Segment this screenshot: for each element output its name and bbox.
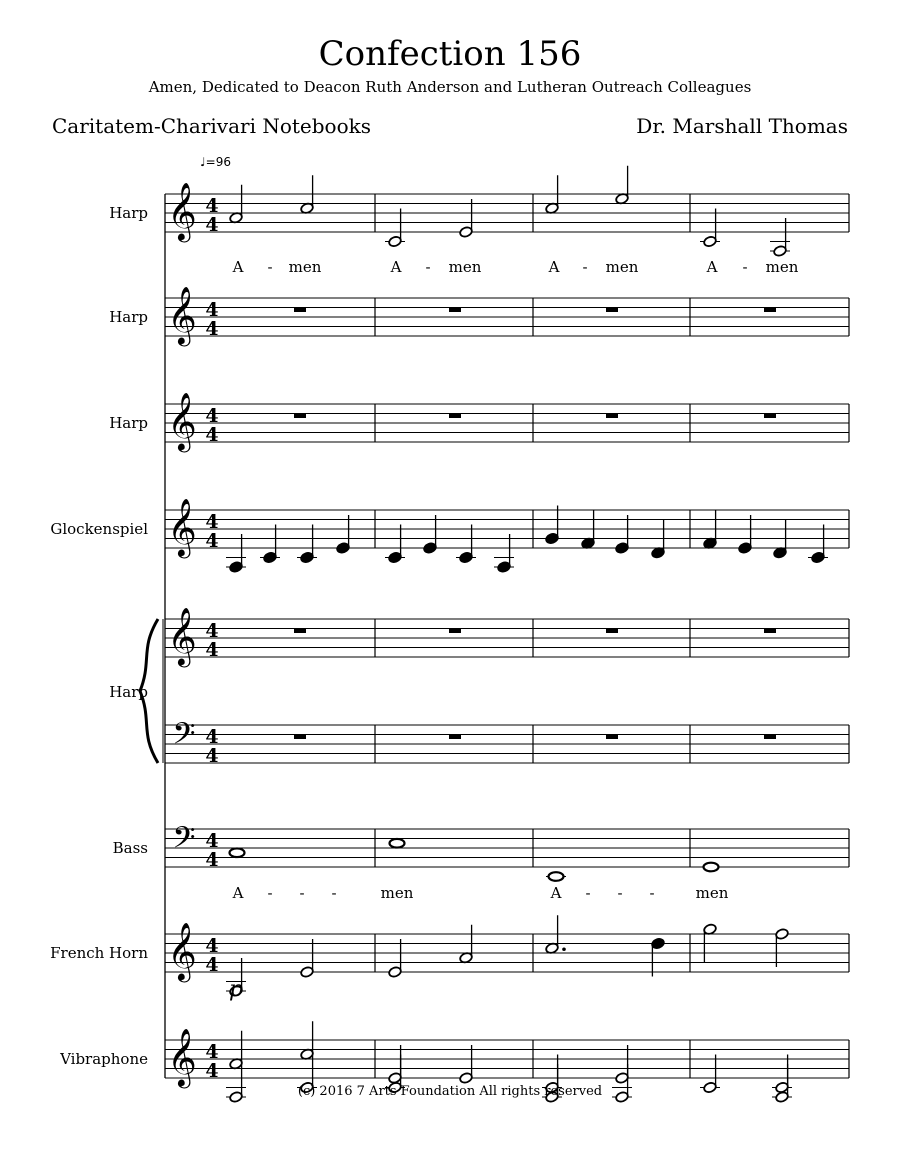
lyric-syllable: men [288, 258, 322, 276]
time-signature-top: 4 [205, 511, 219, 533]
treble-clef-icon: 𝄞 [167, 498, 197, 557]
lyric-syllable: A [548, 258, 560, 276]
lyric-syllable: A [232, 884, 244, 902]
lyric-syllable: - [267, 258, 273, 276]
whole-rest [449, 629, 461, 634]
lyric-syllable: A [232, 258, 244, 276]
whole-rest [606, 735, 618, 740]
instrument-name: Harp [109, 204, 148, 222]
lyric-syllable: A [706, 258, 718, 276]
lyric-syllable: - [617, 884, 623, 902]
lyric-syllable: - [649, 884, 655, 902]
whole-rest [606, 414, 618, 419]
bass-clef-icon: 𝄢 [172, 717, 196, 759]
lyric-syllable: men [765, 258, 799, 276]
bass-clef-icon: 𝄢 [172, 821, 196, 863]
lyric-syllable: men [448, 258, 482, 276]
note-head [390, 839, 405, 848]
instrument-name: Harp [109, 414, 148, 432]
treble-clef-icon: 𝄞 [167, 286, 197, 345]
instrument-name: Glockenspiel [50, 520, 148, 538]
instrument-name: Harp [109, 308, 148, 326]
instrument-name: Bass [112, 839, 148, 857]
lyric-syllable: - [267, 884, 273, 902]
time-signature-bottom: 4 [205, 954, 219, 976]
time-signature-bottom: 4 [205, 745, 219, 767]
lyric-syllable: men [605, 258, 639, 276]
time-signature-top: 4 [205, 405, 219, 427]
lyric-syllable: A [390, 258, 402, 276]
treble-clef-icon: 𝄞 [167, 1028, 197, 1087]
note-head [230, 848, 245, 857]
treble-clef-icon: 𝄞 [167, 607, 197, 666]
composer-name: Dr. Marshall Thomas [636, 114, 848, 138]
whole-rest [294, 308, 306, 313]
time-signature-bottom: 4 [205, 530, 219, 552]
whole-rest [294, 629, 306, 634]
lyric-syllable: - [425, 258, 431, 276]
time-signature-bottom: 4 [205, 318, 219, 340]
note-head [704, 863, 719, 872]
whole-rest [764, 308, 776, 313]
instrument-name: French Horn [50, 944, 148, 962]
note-head [549, 872, 564, 881]
treble-clef-icon: 𝄞 [167, 922, 197, 981]
treble-clef-icon: 𝄞 [167, 182, 197, 241]
instrument-name: Vibraphone [60, 1050, 148, 1068]
treble-clef-icon: 𝄞 [167, 392, 197, 451]
collection-name: Caritatem-Charivari Notebooks [52, 114, 372, 138]
lyric-syllable: A [550, 884, 562, 902]
score-subtitle: Amen, Dedicated to Deacon Ruth Anderson and Lutheran Outreach Colleagues [148, 78, 752, 96]
whole-rest [764, 629, 776, 634]
time-signature-bottom: 4 [205, 214, 219, 236]
time-signature-top: 4 [205, 935, 219, 957]
instrument-name: Harp [109, 683, 148, 701]
whole-rest [449, 414, 461, 419]
whole-rest [764, 414, 776, 419]
lyric-syllable: men [695, 884, 729, 902]
dynamic-marking: p [228, 977, 244, 1002]
time-signature-top: 4 [205, 195, 219, 217]
time-signature-top: 4 [205, 299, 219, 321]
whole-rest [764, 735, 776, 740]
time-signature-bottom: 4 [205, 639, 219, 661]
whole-rest [606, 308, 618, 313]
lyric-syllable: - [331, 884, 337, 902]
time-signature-bottom: 4 [205, 424, 219, 446]
lyric-syllable: men [380, 884, 414, 902]
time-signature-bottom: 4 [205, 1060, 219, 1082]
dot-icon [562, 947, 566, 951]
whole-rest [294, 414, 306, 419]
tempo-value: =96 [205, 155, 231, 169]
whole-rest [449, 735, 461, 740]
copyright-notice: (c) 2016 7 Arts Foundation All rights reserved [297, 1084, 603, 1099]
time-signature-top: 4 [205, 1041, 219, 1063]
whole-rest [606, 629, 618, 634]
time-signature-top: 4 [205, 620, 219, 642]
lyric-syllable: - [742, 258, 748, 276]
whole-rest [449, 308, 461, 313]
time-signature-top: 4 [205, 726, 219, 748]
whole-rest [294, 735, 306, 740]
lyric-syllable: - [582, 258, 588, 276]
time-signature-bottom: 4 [205, 849, 219, 871]
time-signature-top: 4 [205, 830, 219, 852]
quarter-note-icon: ♩ [200, 155, 206, 169]
lyric-syllable: - [299, 884, 305, 902]
score-title: Confection 156 [318, 34, 582, 74]
lyric-syllable: - [585, 884, 591, 902]
